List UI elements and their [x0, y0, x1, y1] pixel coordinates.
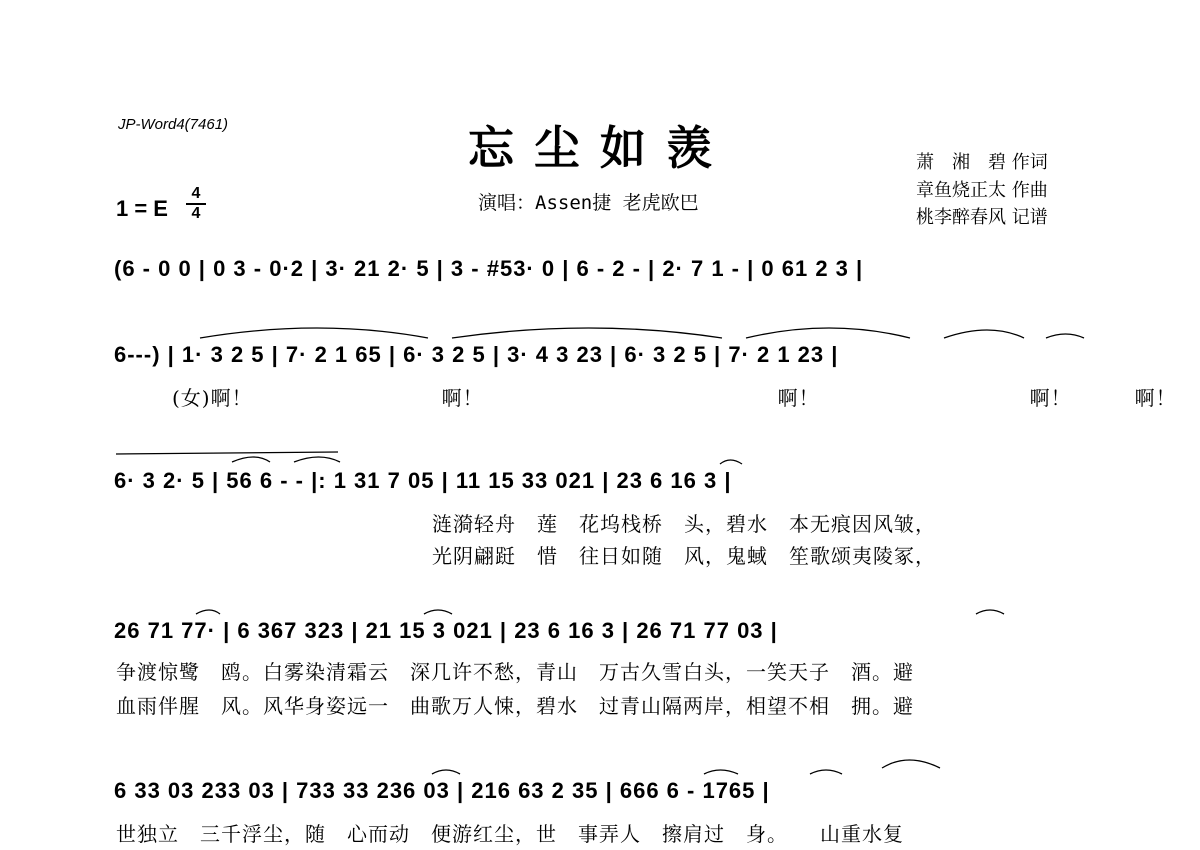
lyric-line-3b: 光阴翩跹 惜 往日如随 风，鬼蜮 笙歌颂夷陵冢， — [432, 544, 936, 568]
lyric-line-2: (女)啊！ 啊！ 啊！ 啊！ 啊！ — [172, 386, 1177, 410]
singers: 演唱：Assen捷 老虎欧巴 — [478, 192, 699, 214]
lyricist-credit: 萧 湘 碧 作词 — [916, 152, 1048, 173]
slur-arc — [452, 328, 722, 338]
software-label: JP-Word4(7461) — [118, 116, 229, 133]
slur-arc — [976, 610, 1004, 614]
slur-arc — [196, 610, 220, 614]
slur-arc — [232, 457, 270, 462]
slur-arc — [882, 760, 940, 768]
key-signature: 1 = E — [116, 196, 168, 221]
slur-arc — [810, 770, 842, 774]
time-signature-top: 4 — [191, 185, 201, 202]
slur-arc — [294, 457, 340, 462]
slur-line — [116, 452, 338, 454]
lyric-line-4b: 血雨伴腥 风。风华身姿远一 曲歌万人悚，碧水 过青山隔两岸，相望不相 拥。避 — [116, 694, 914, 718]
score-line-5: 6 33 03 233 03 | 733 33 236 03 | 216 63 2 35 | 666 6 - 1765 | — [114, 778, 770, 803]
composer-credit: 章鱼烧正太 作曲 — [916, 180, 1048, 201]
slur-arc — [432, 770, 460, 774]
slur-arc — [704, 770, 738, 774]
slur-arc — [746, 328, 910, 338]
time-signature-bottom: 4 — [191, 205, 201, 222]
lyric-line-3a: 涟漪轻舟 莲 花坞栈桥 头，碧水 本无痕因风皱， — [432, 512, 936, 536]
score-line-4: 26 71 77· | 6 367 323 | 21 15 3 021 | 23 6 16 3 | 26 71 77 03 | — [114, 618, 778, 643]
lyric-line-5: 世独立 三千浮尘，随 心而动 便游红尘，世 事弄人 擦肩过 身。 山重水复 — [116, 822, 904, 846]
slur-arc — [424, 610, 452, 614]
slur-arc — [944, 330, 1024, 338]
lyric-line-4a: 争渡惊鹭 鸥。白雾染清霜云 深几许不愁，青山 万古久雪白头，一笑天子 酒。避 — [116, 660, 914, 684]
slur-arc — [1046, 334, 1084, 338]
song-title: 忘尘如羡 — [468, 121, 732, 175]
score-line-2: 6---) | 1· 3 2 5 | 7· 2 1 65 | 6· 3 2 5 | 3· 4 3 23 | 6· 3 2 5 | 7· 2 1 23 | — [114, 342, 839, 367]
slur-arc — [200, 328, 428, 338]
transcriber-credit: 桃李醉春风 记谱 — [916, 207, 1048, 228]
score-line-3: 6· 3 2· 5 | 56 6 - - |: 1 31 7 05 | 11 15 33 021 | 23 6 16 3 | — [114, 468, 732, 493]
slur-arc — [720, 460, 742, 464]
score-line-1: (6 - 0 0 | 0 3 - 0·2 | 3· 21 2· 5 | 3 - #53· 0 | 6 - 2 - | 2· 7 1 - | 0 61 2 3 | — [114, 256, 864, 281]
